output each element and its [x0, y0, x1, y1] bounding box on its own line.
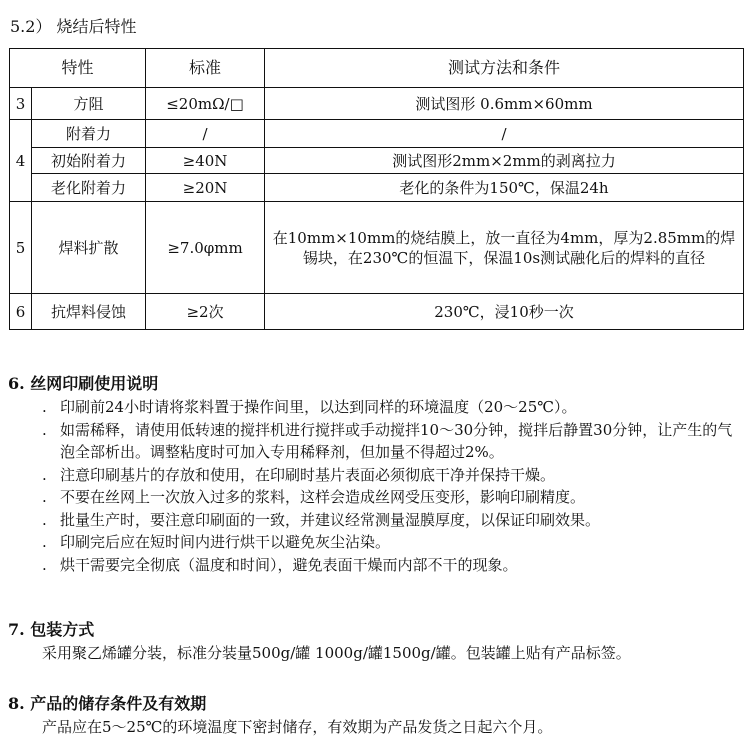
list-item-text: 烘干需要完全彻底（温度和时间），避免表面干燥而内部不干的现象。: [60, 555, 518, 574]
row-number: 5: [10, 202, 32, 294]
list-item-text: 印刷前24小时请将浆料置于操作间里，以达到同样的环境温度（20～25℃）。: [60, 398, 577, 416]
section-8-title: 8. 产品的储存条件及有效期: [8, 694, 207, 713]
table-row: [10, 120, 744, 148]
method-cell: /: [265, 120, 744, 148]
list-item: [8, 509, 744, 532]
section-7-title: 7. 包装方式: [8, 620, 95, 639]
standard-cell: /: [146, 120, 265, 148]
list-item: [8, 531, 744, 554]
bullet-icon: .: [42, 465, 47, 484]
list-item: [8, 486, 744, 509]
list-item-text: 印刷完后应在短时间内进行烘干以避免灰尘沾染。: [60, 533, 391, 551]
table-row: [10, 202, 744, 294]
property-cell: 初始附着力: [32, 148, 146, 174]
packaging-text: 采用聚乙烯罐分装，标准分装量500g/罐 1000g/罐1500g/罐。包装罐上贴有产品标签。: [42, 644, 631, 662]
property-cell: 抗焊料侵蚀: [32, 294, 146, 330]
table-row: [10, 148, 744, 174]
list-item-text: 批量生产时，要注意印刷面的一致，并建议经常测量湿膜厚度，以保证印刷效果。: [60, 510, 601, 529]
properties-table: [9, 48, 744, 330]
section-6-title: 6. 丝网印刷使用说明: [8, 374, 159, 393]
list-item: [8, 396, 744, 419]
method-cell: 测试图形2mm×2mm的剥离拉力: [265, 148, 744, 174]
section-5-2-heading: 5.2） 烧结后特性: [10, 17, 137, 36]
standard-cell: ≤20mΩ/□: [146, 88, 265, 120]
header-property: 特性: [10, 49, 146, 88]
standard-cell: ≥40N: [146, 148, 265, 174]
standard-cell: ≥2次: [146, 294, 265, 330]
list-item-text: 注意印刷基片的存放和使用，在印刷时基片表面必须彻底干净并保持干燥。: [60, 465, 556, 484]
table-row: [10, 174, 744, 202]
bullet-icon: .: [42, 398, 47, 416]
bullet-icon: .: [42, 420, 47, 439]
table-row: [10, 88, 744, 120]
property-cell: 方阻: [32, 88, 146, 120]
method-cell: 230℃，浸10秒一次: [265, 294, 744, 330]
property-cell: 焊料扩散: [32, 202, 146, 294]
row-number: 3: [10, 88, 32, 120]
screen-printing-instructions-list: [8, 396, 744, 576]
header-test-method: 测试方法和条件: [265, 49, 744, 88]
row-number: 6: [10, 294, 32, 330]
row-number: 4: [10, 120, 32, 202]
list-item: [8, 464, 744, 487]
bullet-icon: .: [42, 555, 47, 574]
table-header-row: [10, 49, 744, 88]
bullet-icon: .: [42, 533, 47, 551]
method-cell: 在10mm×10mm的烧结膜上，放一直径为4mm，厚为2.85mm的焊锡块，在230℃的恒温下，保温10s测试融化后的焊料的直径: [265, 202, 744, 294]
storage-text: 产品应在5～25℃的环境温度下密封储存，有效期为产品发货之日起六个月。: [42, 718, 553, 736]
table-row: [10, 294, 744, 330]
list-item-text: 如需稀释，请使用低转速的搅拌机进行搅拌或手动搅拌10～30分钟，搅拌后静置30分钟，让产生的气泡全部析出。调整粘度时可加入专用稀释剂，但加量不得超过2%。: [60, 420, 733, 461]
method-cell: 老化的条件为150℃，保温24h: [265, 174, 744, 202]
bullet-icon: .: [42, 510, 47, 529]
list-item: [8, 419, 744, 464]
standard-cell: ≥7.0φmm: [146, 202, 265, 294]
bullet-icon: .: [42, 488, 47, 506]
header-standard: 标准: [146, 49, 265, 88]
section-7: [8, 618, 744, 664]
method-cell: 测试图形 0.6mm×60mm: [265, 88, 744, 120]
standard-cell: ≥20N: [146, 174, 265, 202]
section-8: [8, 692, 744, 738]
property-cell: 老化附着力: [32, 174, 146, 202]
property-cell: 附着力: [32, 120, 146, 148]
list-item: [8, 554, 744, 577]
section-6: [8, 372, 744, 576]
list-item-text: 不要在丝网上一次放入过多的浆料，这样会造成丝网受压变形，影响印刷精度。: [60, 488, 586, 506]
